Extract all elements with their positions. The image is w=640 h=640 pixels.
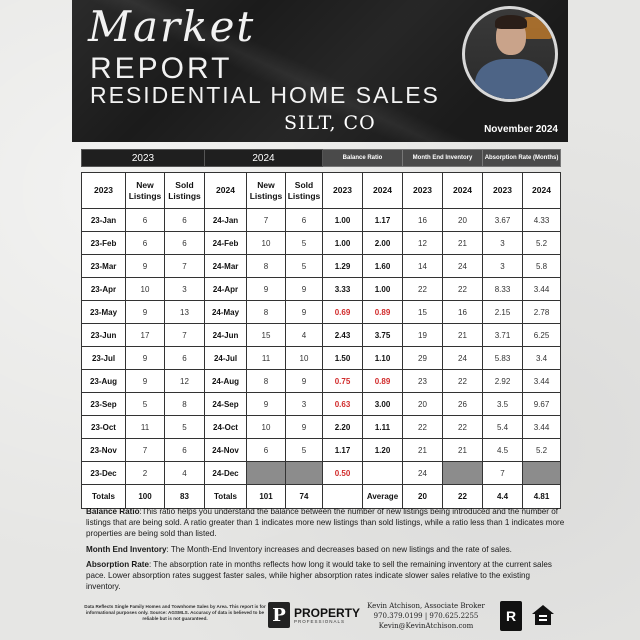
note-inventory-text: : The Month-End Inventory increases and decreases based on new listings and the rate of sales. <box>166 544 512 554</box>
table-cell: 6 <box>165 439 205 462</box>
disclaimer: Data Reflects Single Family Homes and Townhome Sales by Area. This report is for informational purposes only. Source: AGSMLS. Accuracy of data is believed to be reliable but is not guaranteed. <box>84 604 266 621</box>
table-cell: 16 <box>403 209 443 232</box>
table-cell: 26 <box>443 393 483 416</box>
group-2024: 2024 <box>205 150 323 167</box>
note-inventory-label: Month End Inventory <box>86 544 167 554</box>
table-row <box>82 232 561 255</box>
table-cell: 24-Dec <box>205 462 247 485</box>
table-row <box>82 347 561 370</box>
table-cell: 23 <box>403 370 443 393</box>
totals-cell: 4.81 <box>523 485 561 509</box>
table-cell: 10 <box>286 347 323 370</box>
table-cell: 2.15 <box>483 301 523 324</box>
column-header: 2024 <box>523 173 561 209</box>
totals-cell: 20 <box>403 485 443 509</box>
table-cell: 7 <box>165 255 205 278</box>
table-cell: 2.20 <box>323 416 363 439</box>
table-cell: 9 <box>126 255 165 278</box>
table-cell: 2.92 <box>483 370 523 393</box>
table-cell <box>286 462 323 485</box>
table-cell: 4.5 <box>483 439 523 462</box>
table-cell: 1.00 <box>323 232 363 255</box>
equal-housing-icon <box>530 603 556 627</box>
totals-cell <box>323 485 363 509</box>
table-cell: 5 <box>286 439 323 462</box>
table-cell: 24-Apr <box>205 278 247 301</box>
note-balance <box>86 506 566 540</box>
table-cell <box>247 462 286 485</box>
table-cell: 3.4 <box>523 347 561 370</box>
table-cell: 12 <box>403 232 443 255</box>
table-cell: 1.29 <box>323 255 363 278</box>
table-cell: 23-Feb <box>82 232 126 255</box>
table-cell: 6 <box>247 439 286 462</box>
notes-section <box>86 506 566 596</box>
table-row <box>82 324 561 347</box>
note-balance-label: Balance Ratio <box>86 507 140 516</box>
column-header: New Listings <box>247 173 286 209</box>
column-header: New Listings <box>126 173 165 209</box>
table-cell: 6 <box>165 347 205 370</box>
table-cell: 2.78 <box>523 301 561 324</box>
market-table <box>81 149 560 509</box>
table-cell: 24-Jul <box>205 347 247 370</box>
table-cell: 5.8 <box>523 255 561 278</box>
column-header: 2023 <box>82 173 126 209</box>
table-cell: 20 <box>443 209 483 232</box>
table-cell: 22 <box>443 278 483 301</box>
group-absorption-rate: Absorption Rate (Months) <box>483 150 561 167</box>
table-cell: 10 <box>247 416 286 439</box>
agent-phones: 970.379.0199 | 970.625.2255 <box>373 612 479 620</box>
column-header: Sold Listings <box>165 173 205 209</box>
table-cell: 6 <box>165 232 205 255</box>
column-header: 2024 <box>205 173 247 209</box>
table-cell: 23-Oct <box>82 416 126 439</box>
city-name: SILT, CO <box>284 112 376 134</box>
table-cell: 8 <box>247 370 286 393</box>
totals-cell: 100 <box>126 485 165 509</box>
table-cell: 1.60 <box>363 255 403 278</box>
column-header: Sold Listings <box>286 173 323 209</box>
table-cell: 7 <box>165 324 205 347</box>
table-cell: 5.4 <box>483 416 523 439</box>
table-cell <box>523 462 561 485</box>
table-cell: 3 <box>483 255 523 278</box>
table-cell: 3.00 <box>363 393 403 416</box>
table-cell: 9 <box>247 393 286 416</box>
table-cell: 24 <box>443 255 483 278</box>
table-cell: 21 <box>443 324 483 347</box>
totals-cell: 83 <box>165 485 205 509</box>
table-cell: 24-Jun <box>205 324 247 347</box>
table-cell: 23-Apr <box>82 278 126 301</box>
totals-cell: Totals <box>205 485 247 509</box>
table-cell: 3.75 <box>363 324 403 347</box>
group-header-row <box>82 150 561 167</box>
totals-cell: 74 <box>286 485 323 509</box>
table-cell: 9.67 <box>523 393 561 416</box>
table-row <box>82 416 561 439</box>
table-cell: 24-Sep <box>205 393 247 416</box>
table-cell: 29 <box>403 347 443 370</box>
table-cell: 5 <box>126 393 165 416</box>
table-row <box>82 370 561 393</box>
note-absorption <box>86 559 566 593</box>
table-cell: 3 <box>483 232 523 255</box>
brokerage-logo <box>268 600 360 630</box>
table-cell: 24-Nov <box>205 439 247 462</box>
table-cell: 23-Sep <box>82 393 126 416</box>
table-cell: 23-Aug <box>82 370 126 393</box>
report-month: November 2024 <box>484 124 558 135</box>
table-row <box>82 255 561 278</box>
table-cell: 9 <box>286 301 323 324</box>
table-cell: 9 <box>126 370 165 393</box>
table-cell: 13 <box>165 301 205 324</box>
totals-cell: Totals <box>82 485 126 509</box>
table-cell: 4 <box>165 462 205 485</box>
table-cell: 7 <box>126 439 165 462</box>
table-cell: 12 <box>165 370 205 393</box>
table-cell: 23-Dec <box>82 462 126 485</box>
table-cell: 1.00 <box>363 278 403 301</box>
table-cell: 22 <box>443 370 483 393</box>
table-cell: 15 <box>403 301 443 324</box>
table-cell <box>443 462 483 485</box>
table-cell: 3.5 <box>483 393 523 416</box>
table-cell: 6 <box>126 232 165 255</box>
column-header: 2023 <box>323 173 363 209</box>
totals-cell: 4.4 <box>483 485 523 509</box>
table-cell: 24 <box>403 462 443 485</box>
column-header-row <box>82 173 561 209</box>
totals-cell: 101 <box>247 485 286 509</box>
table-cell: 1.10 <box>363 347 403 370</box>
table-cell: 9 <box>247 278 286 301</box>
table-cell: 5 <box>286 232 323 255</box>
column-header: 2024 <box>363 173 403 209</box>
table-cell: 4 <box>286 324 323 347</box>
agent-email: Kevin@KevinAtchison.com <box>378 622 474 630</box>
table-cell: 0.50 <box>323 462 363 485</box>
table-cell: 7 <box>483 462 523 485</box>
table-cell: 14 <box>403 255 443 278</box>
table-cell: 2.00 <box>363 232 403 255</box>
table-cell: 20 <box>403 393 443 416</box>
table-cell: 23-Nov <box>82 439 126 462</box>
table-cell: 0.75 <box>323 370 363 393</box>
table-cell: 9 <box>126 347 165 370</box>
table-cell: 6 <box>126 209 165 232</box>
script-title: Market <box>88 2 256 51</box>
table-cell: 10 <box>247 232 286 255</box>
table-cell: 6.25 <box>523 324 561 347</box>
column-header: 2023 <box>483 173 523 209</box>
table-cell: 24-Oct <box>205 416 247 439</box>
report-subtitle: RESIDENTIAL HOME SALES <box>90 82 440 108</box>
column-header: 2023 <box>403 173 443 209</box>
table-cell: 16 <box>443 301 483 324</box>
table-cell: 5.2 <box>523 232 561 255</box>
table-cell: 23-Mar <box>82 255 126 278</box>
table-row <box>82 439 561 462</box>
brokerage-logo-icon: P <box>268 602 290 628</box>
table-cell: 1.17 <box>323 439 363 462</box>
table-cell: 8 <box>165 393 205 416</box>
note-absorption-label: Absorption Rate <box>86 559 149 569</box>
note-absorption-text: : The absorption rate in months reflects how long it would take to sell the remaining inventory at the current sales pace. Lower absorption rates suggest faster sales, while higher absorption rates indicate slower sales relative to the existing inventory. <box>86 559 552 592</box>
table-cell: 5 <box>286 255 323 278</box>
table-cell: 0.63 <box>323 393 363 416</box>
table-cell: 6 <box>286 209 323 232</box>
table-cell: 22 <box>403 278 443 301</box>
header-banner <box>72 0 568 142</box>
totals-cell: Average <box>363 485 403 509</box>
table-cell: 24-Feb <box>205 232 247 255</box>
table-cell: 23-Jul <box>82 347 126 370</box>
table-cell: 6 <box>165 209 205 232</box>
table-cell: 2.43 <box>323 324 363 347</box>
agent-name: Kevin Atchison, Associate Broker <box>367 602 485 610</box>
table-cell <box>363 462 403 485</box>
table-cell: 0.89 <box>363 370 403 393</box>
table-cell: 17 <box>126 324 165 347</box>
table-cell: 22 <box>403 416 443 439</box>
group-balance-ratio: Balance Ratio <box>323 150 403 167</box>
table-cell: 23-Jun <box>82 324 126 347</box>
table-cell: 5.83 <box>483 347 523 370</box>
table-cell: 8 <box>247 301 286 324</box>
table-row <box>82 462 561 485</box>
table-cell: 3.44 <box>523 416 561 439</box>
note-inventory <box>86 544 566 555</box>
note-balance-text: :This ratio helps you understand the balance between the number of new listings being introduced and the number of listings that are being sold. A ratio greater than 1 indicates more new listings than sold listings, while a ratio less than 1 indicates more properties are being sold than listed. <box>86 507 565 539</box>
group-month-end-inventory: Month End Inventory <box>403 150 483 167</box>
agent-photo <box>462 6 558 102</box>
table-cell: 9 <box>286 370 323 393</box>
table-cell: 5 <box>165 416 205 439</box>
table-cell: 1.50 <box>323 347 363 370</box>
table-cell: 9 <box>126 301 165 324</box>
table-cell: 3.67 <box>483 209 523 232</box>
column-header: 2024 <box>443 173 483 209</box>
table-cell: 10 <box>126 278 165 301</box>
table-cell: 24-May <box>205 301 247 324</box>
totals-cell: 22 <box>443 485 483 509</box>
table-cell: 3.71 <box>483 324 523 347</box>
table-cell: 8.33 <box>483 278 523 301</box>
table-cell: 3 <box>165 278 205 301</box>
realtor-logo-icon <box>500 601 522 631</box>
table-row <box>82 209 561 232</box>
table-cell: 1.17 <box>363 209 403 232</box>
table-cell: 24-Mar <box>205 255 247 278</box>
table-cell: 0.89 <box>363 301 403 324</box>
table-cell: 21 <box>443 232 483 255</box>
brokerage-sub: PROFESSIONALS <box>293 618 345 624</box>
table-cell: 23-May <box>82 301 126 324</box>
table-cell: 3.44 <box>523 370 561 393</box>
table-cell: 3.44 <box>523 278 561 301</box>
table-cell: 24-Aug <box>205 370 247 393</box>
table-cell: 21 <box>443 439 483 462</box>
table-cell: 1.20 <box>363 439 403 462</box>
table-cell: 11 <box>247 347 286 370</box>
table-cell: 24-Jan <box>205 209 247 232</box>
table-cell: 1.00 <box>323 209 363 232</box>
group-2023: 2023 <box>82 150 205 167</box>
table-cell: 19 <box>403 324 443 347</box>
table-cell: 0.69 <box>323 301 363 324</box>
table-cell: 9 <box>286 416 323 439</box>
realtor-mark: R <box>505 608 517 624</box>
table-cell: 22 <box>443 416 483 439</box>
table-cell: 3 <box>286 393 323 416</box>
table-cell: 1.11 <box>363 416 403 439</box>
table-row <box>82 278 561 301</box>
table-cell: 4.33 <box>523 209 561 232</box>
table-cell: 21 <box>403 439 443 462</box>
table-cell: 23-Jan <box>82 209 126 232</box>
table-cell: 7 <box>247 209 286 232</box>
table-cell: 9 <box>286 278 323 301</box>
table-cell: 5.2 <box>523 439 561 462</box>
table-cell: 2 <box>126 462 165 485</box>
totals-row <box>82 485 561 509</box>
table-cell: 8 <box>247 255 286 278</box>
agent-contact <box>366 601 486 631</box>
brokerage-name: PROPERTY <box>293 605 360 620</box>
table-row <box>82 301 561 324</box>
table-row <box>82 393 561 416</box>
table-cell: 24 <box>443 347 483 370</box>
report-title: REPORT <box>90 52 233 85</box>
table-cell: 3.33 <box>323 278 363 301</box>
table-cell: 11 <box>126 416 165 439</box>
table-cell: 15 <box>247 324 286 347</box>
